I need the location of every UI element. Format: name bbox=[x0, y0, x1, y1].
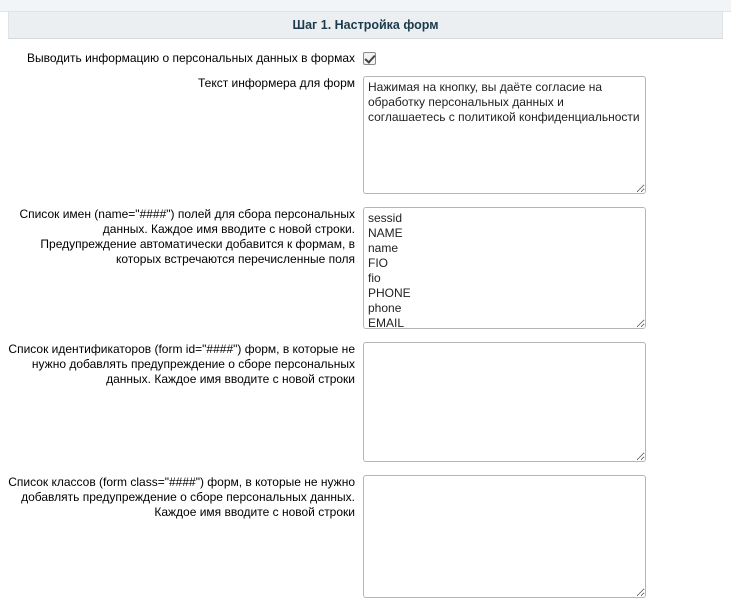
informer-text-field bbox=[363, 76, 723, 197]
row-informer-text bbox=[8, 76, 723, 197]
settings-form bbox=[8, 39, 723, 601]
form-classes-list-input[interactable] bbox=[363, 475, 646, 598]
form-ids-list-label: Список идентификаторов (form id="####") форм, в которые не нужно добавлять предупреждение о сборе персональных данных. Каждое имя вводите с новой строки bbox=[8, 342, 355, 386]
form-ids-list-field bbox=[363, 342, 723, 465]
names-list-field bbox=[363, 207, 723, 332]
row-show-personal-info bbox=[8, 51, 723, 66]
form-ids-list-input[interactable] bbox=[363, 342, 646, 462]
informer-text-input[interactable] bbox=[363, 76, 646, 194]
form-classes-list-field bbox=[363, 475, 723, 601]
names-list-input[interactable] bbox=[363, 207, 646, 329]
show-personal-info-field bbox=[363, 51, 723, 65]
row-form-classes-list bbox=[8, 475, 723, 601]
settings-panel bbox=[8, 11, 723, 611]
section-title: Шаг 1. Настройка форм bbox=[8, 11, 723, 39]
informer-text-label: Текст информера для форм bbox=[197, 76, 355, 90]
names-list-label: Список имен (name="####") полей для сбора персональных данных. Каждое имя вводите с новой строки. Предупреждение автоматически добавится к формам, в которых встречаются перечисленные поля bbox=[19, 207, 355, 266]
row-names-list bbox=[8, 207, 723, 332]
form-classes-list-label: Список классов (form class="####") форм, в которые не нужно добавлять предупреждение о сборе персональных данных. Каждое имя вводите с новой строки bbox=[8, 475, 355, 519]
row-form-ids-list bbox=[8, 342, 723, 465]
show-personal-info-checkbox[interactable] bbox=[363, 52, 376, 65]
show-personal-info-label: Выводить информацию о персональных данных в формах bbox=[27, 51, 355, 65]
